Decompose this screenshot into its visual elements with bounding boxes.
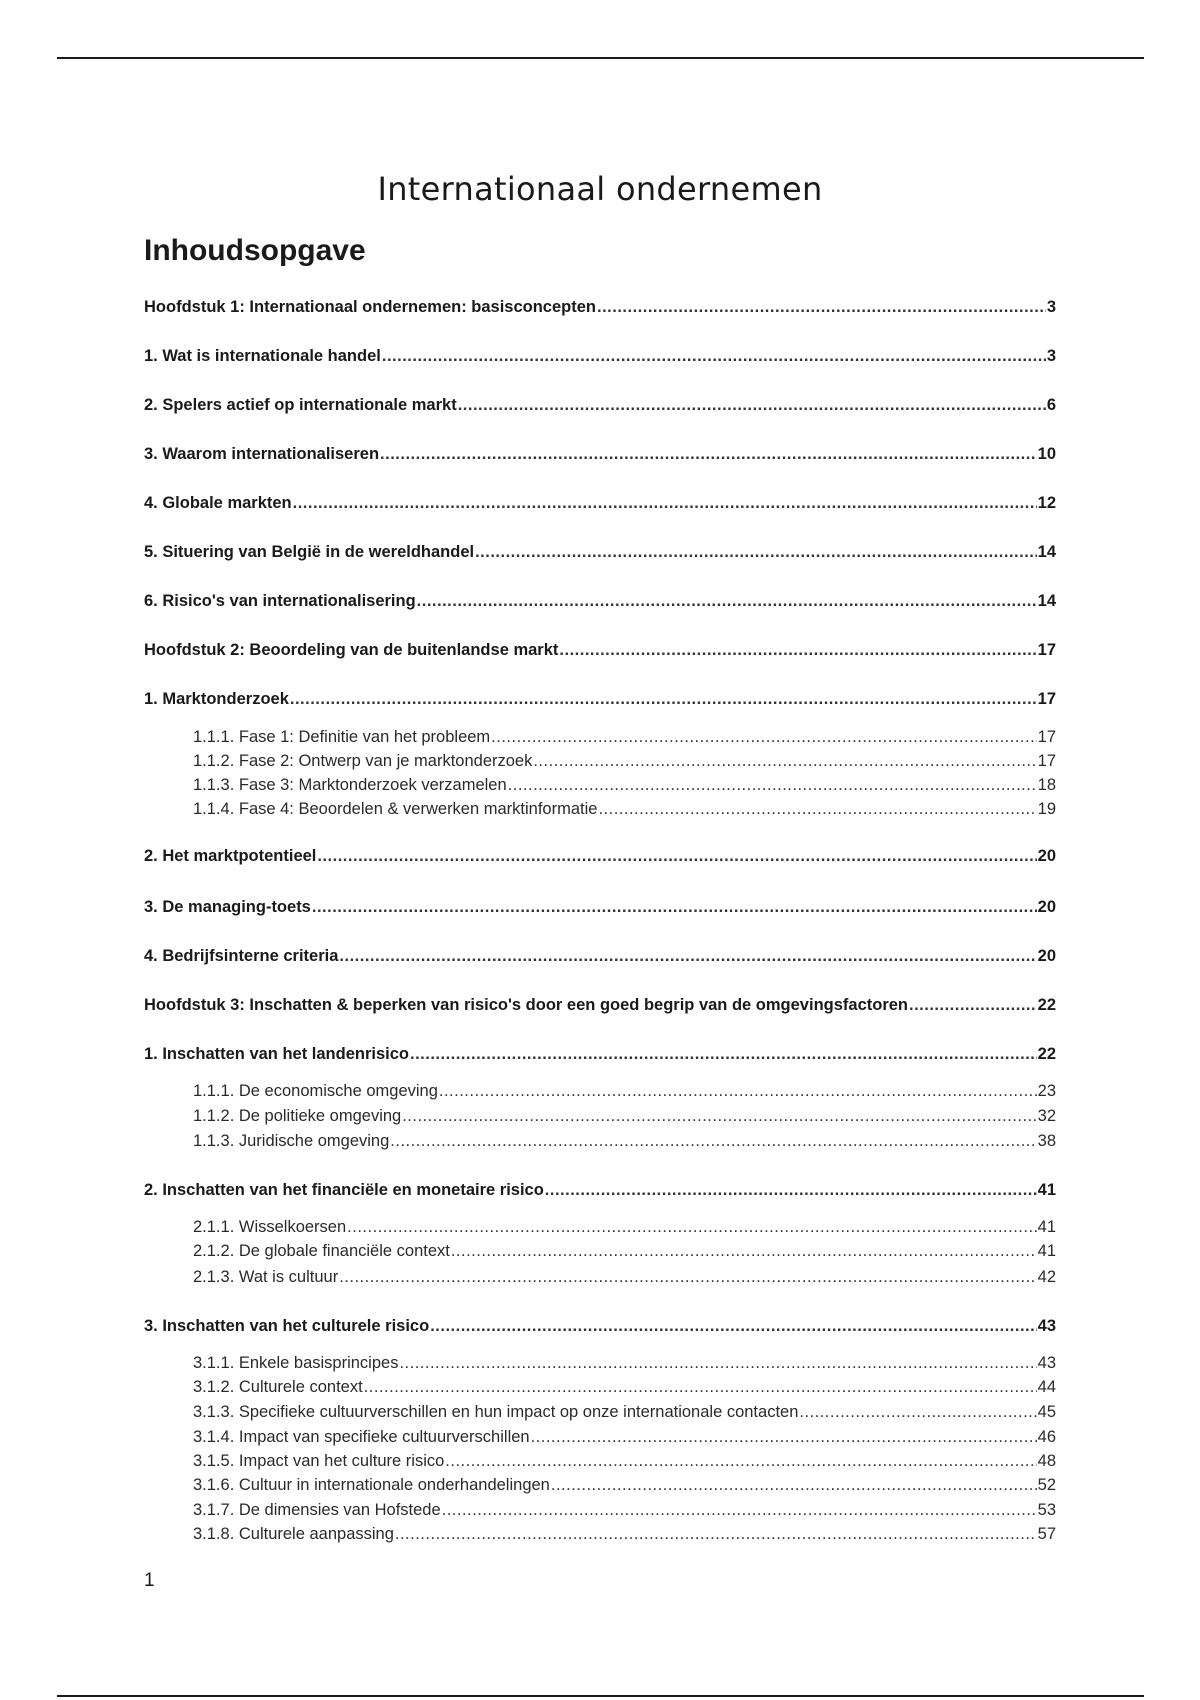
toc-entry-page: 32 [1037,1107,1056,1125]
toc-entry[interactable] [144,898,1056,917]
toc-entry-page: 42 [1037,1268,1056,1286]
toc-entry[interactable] [193,1107,1056,1126]
toc-entry-label: 2.1.2. De globale financiële context [193,1242,450,1260]
toc-dot-leader [545,1181,1037,1200]
toc-entry-page: 48 [1037,1452,1056,1470]
toc-dot-leader [442,1501,1037,1520]
toc-entry[interactable] [193,752,1056,771]
toc-entry-page: 20 [1037,947,1056,965]
toc-entry-label: 1. Wat is internationale handel [144,347,381,365]
toc-entry-page: 17 [1037,728,1056,746]
toc-entry-page: 23 [1037,1082,1056,1100]
toc-entry[interactable] [144,445,1056,464]
toc-dot-leader [531,1428,1037,1447]
toc-entry-label: 1.1.3. Fase 3: Marktonderzoek verzamelen [193,776,507,794]
toc-entry[interactable] [193,1403,1056,1422]
toc-dot-leader [909,996,1037,1015]
toc-dot-leader [417,592,1037,611]
toc-entry-page: 12 [1037,494,1056,512]
toc-entry[interactable] [144,347,1056,366]
toc-entry[interactable] [144,543,1056,562]
toc-dot-leader [382,347,1046,366]
toc-entry[interactable] [144,298,1056,317]
toc-entry[interactable] [144,1045,1056,1064]
toc-entry-page: 44 [1037,1378,1056,1396]
toc-dot-leader [445,1452,1036,1471]
toc-entry[interactable] [144,1181,1056,1200]
toc-entry-page: 17 [1037,752,1056,770]
toc-entry-label: 2.1.3. Wat is cultuur [193,1268,339,1286]
toc-dot-leader [508,776,1037,795]
toc-dot-leader [551,1476,1037,1495]
toc-entry[interactable] [193,1354,1056,1373]
toc-entry-page: 18 [1037,776,1056,794]
toc-entry[interactable] [193,1132,1056,1151]
toc-entry-label: 1.1.2. De politieke omgeving [193,1107,402,1125]
toc-entry-page: 53 [1037,1501,1056,1519]
toc-dot-leader [458,396,1046,415]
toc-entry-label: 4. Globale markten [144,494,292,512]
toc-entry-page: 57 [1037,1525,1056,1543]
toc-entry-label: 1. Inschatten van het landenrisico [144,1045,409,1063]
toc-dot-leader [451,1242,1037,1261]
toc-entry-label: 5. Situering van België in de wereldhandel [144,543,475,561]
toc-dot-leader [410,1045,1037,1064]
toc-dot-leader [439,1082,1037,1101]
page-number: 1 [144,1570,155,1591]
toc-entry[interactable] [144,847,1056,866]
toc-entry[interactable] [193,1452,1056,1471]
toc-entry-label: 3.1.2. Culturele context [193,1378,363,1396]
toc-entry-page: 3 [1046,347,1056,365]
toc-dot-leader [347,1218,1036,1237]
toc-entry-label: Hoofdstuk 1: Internationaal ondernemen: basisconcepten [144,298,596,316]
toc-entry-page: 14 [1037,543,1056,561]
toc-entry-page: 3 [1046,298,1056,316]
toc-entry[interactable] [193,1476,1056,1495]
toc-dot-leader [395,1525,1037,1544]
toc-entry-page: 38 [1037,1132,1056,1150]
toc-dot-leader [475,543,1037,562]
toc-entry-page: 6 [1046,396,1056,414]
toc-entry[interactable] [193,1428,1056,1447]
toc-entry-page: 41 [1037,1242,1056,1260]
toc-entry-page: 41 [1037,1181,1056,1199]
toc-dot-leader [559,641,1036,660]
toc-dot-leader [312,898,1037,917]
footer-rule [57,1695,1144,1697]
toc-entry-label: Hoofdstuk 3: Inschatten & beperken van risico's door een goed begrip van de omgevingsfactoren [144,996,908,1014]
toc-dot-leader [491,728,1036,747]
toc-entry-label: 3.1.6. Cultuur in internationale onderhandelingen [193,1476,550,1494]
toc-entry-page: 22 [1037,1045,1056,1063]
toc-entry-label: 3.1.1. Enkele basisprincipes [193,1354,399,1372]
toc-entry-page: 22 [1037,996,1056,1014]
toc-dot-leader [402,1107,1036,1126]
toc-entry-page: 46 [1037,1428,1056,1446]
toc-entry-page: 41 [1037,1218,1056,1236]
toc-entry[interactable] [193,1242,1056,1261]
toc-dot-leader [380,445,1037,464]
toc-entry-label: 2. Het marktpotentieel [144,847,317,865]
toc-entry[interactable] [144,690,1056,709]
toc-entry-page: 17 [1037,690,1056,708]
toc-dot-leader [390,1132,1036,1151]
toc-entry-page: 10 [1037,445,1056,463]
toc-entry[interactable] [193,728,1056,747]
toc-dot-leader [339,947,1036,966]
toc-entry[interactable] [193,776,1056,795]
toc-entry-page: 20 [1037,898,1056,916]
toc-entry-page: 17 [1037,641,1056,659]
toc-entry-page: 20 [1037,847,1056,865]
toc-entry-page: 52 [1037,1476,1056,1494]
toc-entry-label: 3.1.8. Culturele aanpassing [193,1525,394,1543]
toc-dot-leader [430,1317,1036,1336]
toc-entry-label: 3.1.5. Impact van het culture risico [193,1452,445,1470]
toc-dot-leader [290,690,1037,709]
toc-entry-page: 43 [1037,1354,1056,1372]
toc-entry[interactable] [193,1501,1056,1520]
toc-entry-label: 2.1.1. Wisselkoersen [193,1218,347,1236]
toc-dot-leader [597,298,1046,317]
toc-entry[interactable] [193,1378,1056,1397]
toc-entry[interactable] [144,641,1056,660]
toc-entry-label: 3.1.4. Impact van specifieke cultuurverschillen [193,1428,530,1446]
toc-entry-label: 1.1.3. Juridische omgeving [193,1132,390,1150]
toc-entry[interactable] [193,1268,1056,1287]
toc-entry[interactable] [144,592,1056,611]
toc-entry[interactable] [193,800,1056,819]
toc-entry[interactable] [144,996,1056,1015]
toc-entry-label: 3. Waarom internationaliseren [144,445,380,463]
toc-entry-label: 2. Spelers actief op internationale markt [144,396,457,414]
toc-entry-label: 1.1.1. Fase 1: Definitie van het probleem [193,728,491,746]
toc-entry-page: 14 [1037,592,1056,610]
toc-dot-leader [598,800,1036,819]
toc-dot-leader [399,1354,1036,1373]
toc-entry-label: 6. Risico's van internationalisering [144,592,416,610]
toc-entry-label: 3. Inschatten van het culturele risico [144,1317,430,1335]
toc-entry-label: 4. Bedrijfsinterne criteria [144,947,339,965]
toc-entry[interactable] [144,396,1056,415]
toc-entry-label: 1.1.4. Fase 4: Beoordelen & verwerken marktinformatie [193,800,598,818]
toc-entry-label: 1.1.1. De economische omgeving [193,1082,438,1100]
toc-entry-page: 45 [1037,1403,1056,1421]
toc-entry[interactable] [144,494,1056,513]
toc-entry[interactable] [144,1317,1056,1336]
toc-heading: Inhoudsopgave [144,234,366,267]
toc-dot-leader [533,752,1036,771]
toc-entry-label: 1.1.2. Fase 2: Ontwerp van je marktonderzoek [193,752,533,770]
toc-entry-page: 19 [1037,800,1056,818]
toc-entry-label: 3.1.7. De dimensies van Hofstede [193,1501,441,1519]
toc-dot-leader [799,1403,1036,1422]
toc-entry-label: Hoofdstuk 2: Beoordeling van de buitenlandse markt [144,641,559,659]
toc-entry-label: 2. Inschatten van het financiële en monetaire risico [144,1181,544,1199]
toc-entry[interactable] [193,1525,1056,1544]
toc-dot-leader [364,1378,1037,1397]
toc-entry[interactable] [144,947,1056,966]
toc-entry-label: 3. De managing-toets [144,898,311,916]
toc-entry-label: 3.1.3. Specifieke cultuurverschillen en hun impact op onze internationale contacten [193,1403,799,1421]
toc-entry-label: 1. Marktonderzoek [144,690,289,708]
toc-entry[interactable] [193,1218,1056,1237]
toc-dot-leader [317,847,1036,866]
document-title: Internationaal ondernemen [377,170,823,208]
toc-entry[interactable] [193,1082,1056,1101]
toc-dot-leader [293,494,1037,513]
toc-dot-leader [339,1268,1036,1287]
toc-entry-page: 43 [1037,1317,1056,1335]
